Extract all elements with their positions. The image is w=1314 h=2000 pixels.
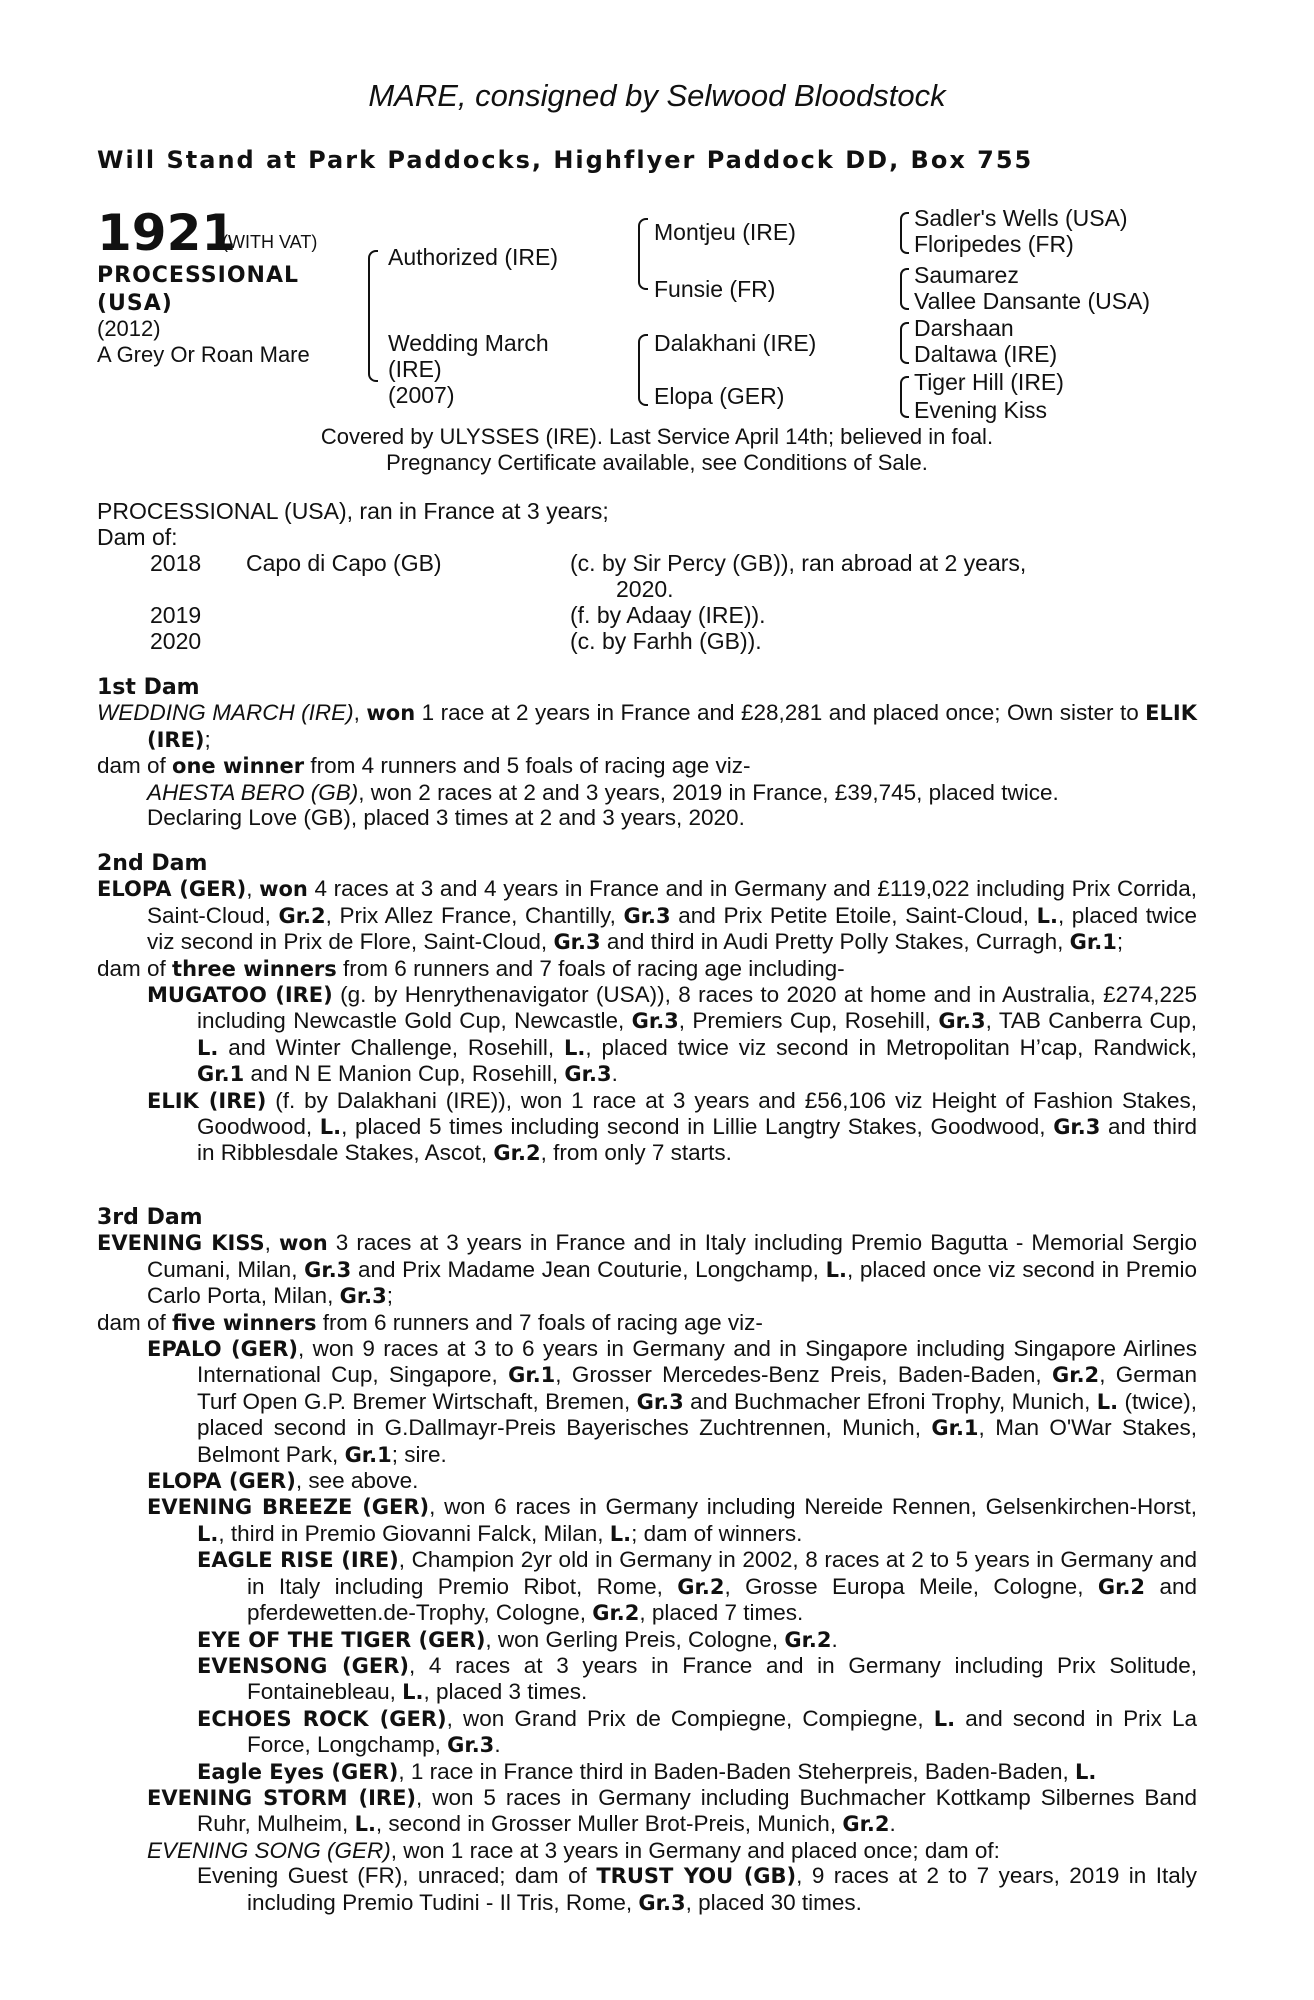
pedigree-brace-4 bbox=[900, 212, 909, 254]
text-run: (g. by Henrythenavigator (USA)), 8 races to 2020 at home and in Australia, £274,225 including Newcastle Gold Cup, Newcastle, bbox=[197, 982, 1197, 1034]
text-run: EVENING BREEZE (GER) bbox=[147, 1495, 430, 1520]
text-run: EVENING SONG (GER) bbox=[147, 1837, 391, 1863]
text-run: Gr.3 bbox=[447, 1733, 495, 1758]
text-run: , TAB Canberra Cup, bbox=[985, 1008, 1197, 1034]
text-run: L. bbox=[1036, 903, 1058, 928]
pedigree-brace-7 bbox=[900, 376, 909, 418]
produce-note: (f. by Adaay (IRE)). bbox=[570, 602, 766, 628]
text-run: and Buchmacher Efroni Trophy, Munich, bbox=[683, 1388, 1097, 1414]
text-run: , placed once viz second in Premio Carlo Porta, Milan, bbox=[147, 1256, 1197, 1309]
third-dam-foal-evening-breeze bbox=[147, 1494, 1197, 1547]
text-run: EVENING STORM (IRE) bbox=[147, 1785, 417, 1810]
third-dam-foal-evening-song bbox=[147, 1838, 1197, 1863]
text-run: dam of bbox=[97, 753, 173, 779]
text-run: , won 2 races at 2 and 3 years, 2019 in France, £39,745, placed twice. bbox=[358, 779, 1059, 805]
text-run: L. bbox=[825, 1257, 847, 1282]
first-dam-record bbox=[97, 700, 1197, 753]
horse-year: (2012) bbox=[97, 316, 161, 341]
horse-description: A Grey Or Roan Mare bbox=[97, 342, 310, 367]
pedigree-dsd: Daltawa (IRE) bbox=[914, 341, 1058, 367]
pedigree-ddd: Evening Kiss bbox=[914, 397, 1047, 423]
text-run: ECHOES ROCK (GER) bbox=[197, 1706, 447, 1731]
text-run: Gr.1 bbox=[1069, 930, 1117, 955]
text-run: and Prix Madame Jean Couturie, Longchamp, bbox=[351, 1256, 826, 1282]
text-run: , Man O'War Stakes, Belmont Park, bbox=[197, 1415, 1198, 1467]
pedigree-brace-1 bbox=[368, 250, 378, 382]
text-run: , placed 7 times. bbox=[639, 1600, 804, 1626]
text-run: Gr.2 bbox=[592, 1601, 640, 1626]
text-run: , see above. bbox=[295, 1468, 419, 1494]
pedigree-brace-5 bbox=[900, 268, 909, 310]
text-run: 3 races at 3 years in France and in Italy including Premio Bagutta - Memorial Sergio Cumani, Milan, bbox=[147, 1230, 1197, 1282]
text-run: Gr.3 bbox=[636, 1389, 684, 1414]
second-dam-foal-mugatoo bbox=[147, 982, 1197, 1088]
third-dam-produce-summary bbox=[97, 1310, 1197, 1336]
covered-note bbox=[0, 424, 1314, 476]
text-run: WEDDING MARCH (IRE) bbox=[97, 700, 354, 726]
text-run: EVENSONG (GER) bbox=[197, 1653, 409, 1678]
text-run: Gr.2 bbox=[1097, 1574, 1146, 1599]
text-run: Gr.3 bbox=[564, 1062, 612, 1087]
text-run: Gr.1 bbox=[931, 1416, 979, 1441]
pedigree-sire-sire: Montjeu (IRE) bbox=[654, 219, 796, 245]
third-dam-foal-epalo bbox=[147, 1336, 1197, 1468]
text-run: dam of bbox=[97, 955, 173, 981]
text-run: , Premiers Cup, Rosehill, bbox=[678, 1008, 939, 1034]
first-dam-foal-2 bbox=[147, 805, 1197, 830]
grandfoal-eagle-eyes bbox=[197, 1759, 1197, 1785]
text-run: TRUST YOU (GB) bbox=[596, 1864, 797, 1889]
text-run: Gr.3 bbox=[1053, 1115, 1101, 1140]
text-run: won bbox=[259, 877, 308, 902]
text-run: Eagle Eyes (GER) bbox=[197, 1759, 399, 1784]
produce-dam-of: Dam of: bbox=[97, 524, 178, 550]
text-run: 4 races at 3 and 4 years in France and in Germany and £119,022 including Prix Corrida, Saint-Cloud, bbox=[147, 876, 1197, 928]
produce-intro bbox=[97, 498, 609, 550]
text-run: EVENING KISS bbox=[97, 1231, 265, 1256]
text-run: L. bbox=[402, 1680, 424, 1705]
text-run: won bbox=[366, 701, 416, 726]
page-title: MARE, consigned by Selwood Bloodstock bbox=[368, 78, 946, 113]
first-dam-foal-1 bbox=[147, 780, 1197, 805]
text-run: ELIK (IRE) bbox=[147, 701, 1197, 752]
produce-year: 2018 bbox=[150, 550, 202, 576]
text-run: from 6 runners and 7 foals of racing age viz- bbox=[316, 1309, 763, 1335]
text-run: from 6 runners and 7 foals of racing age including- bbox=[336, 955, 845, 981]
pedigree-dam-dam: Elopa (GER) bbox=[654, 383, 785, 409]
second-dam-record bbox=[97, 876, 1197, 955]
text-run: , won 5 races in Germany including Buchmacher Kottkamp Silbernes Band Ruhr, Mulheim, bbox=[197, 1784, 1197, 1837]
pedigree-dam-line2: (IRE) bbox=[388, 356, 442, 382]
third-dam-heading: 3rd Dam bbox=[97, 1205, 203, 1230]
text-run: and Prix Petite Etoile, Saint-Cloud, bbox=[670, 902, 1037, 928]
text-run: Gr.1 bbox=[344, 1442, 392, 1467]
text-run: Gr.3 bbox=[304, 1257, 352, 1282]
pedigree-dss: Darshaan bbox=[914, 315, 1014, 341]
text-run: Gr.3 bbox=[631, 1009, 679, 1034]
text-run: , placed 5 times including second in Lillie Langtry Stakes, Goodwood, bbox=[341, 1114, 1054, 1140]
text-run: , from only 7 starts. bbox=[540, 1140, 732, 1166]
text-run: , second in Grosser Muller Brot-Preis, Munich, bbox=[375, 1811, 843, 1837]
text-run: , 1 race in France third in Baden-Baden Steherpreis, Baden-Baden, bbox=[398, 1758, 1076, 1784]
pedigree-dam-sire: Dalakhani (IRE) bbox=[654, 330, 817, 356]
vat-note: (WITH VAT) bbox=[222, 232, 318, 252]
produce-note: (c. by Sir Percy (GB)), ran abroad at 2 years, bbox=[570, 550, 1027, 576]
text-run: five winners bbox=[172, 1310, 317, 1335]
second-dam-heading: 2nd Dam bbox=[97, 851, 208, 876]
text-run: L. bbox=[609, 1521, 632, 1546]
lot-number: 1921 bbox=[97, 204, 237, 262]
pedigree-sire-dam: Funsie (FR) bbox=[654, 276, 776, 302]
pedigree-dds: Tiger Hill (IRE) bbox=[914, 369, 1064, 395]
text-run: , won 1 race at 3 years in Germany and placed once; dam of: bbox=[390, 1837, 1000, 1863]
text-run: , placed twice viz second in Metropolitan H’cap, Randwick, bbox=[585, 1034, 1197, 1060]
text-run: , bbox=[353, 700, 367, 726]
text-run: Gr.2 bbox=[1051, 1363, 1100, 1388]
text-run: and third in Audi Pretty Polly Stakes, Curragh, bbox=[600, 929, 1070, 955]
text-run: ELOPA (GER) bbox=[147, 1469, 296, 1494]
text-run: ; dam of winners. bbox=[631, 1520, 803, 1546]
stand-location: Will Stand at Park Paddocks, Highflyer Paddock DD, Box 755 bbox=[97, 146, 1034, 174]
produce-intro-text: PROCESSIONAL (USA), ran in France at 3 years; bbox=[97, 498, 609, 524]
covered-line-2: Pregnancy Certificate available, see Conditions of Sale. bbox=[386, 450, 928, 475]
text-run: , placed 3 times. bbox=[423, 1679, 588, 1705]
text-run: EPALO (GER) bbox=[147, 1337, 298, 1362]
text-run: , Champion 2yr old in Germany in 2002, 8 races at 2 to 5 years in Germany and in Italy including Premio Ribot, Rome, bbox=[247, 1547, 1198, 1599]
text-run: Gr.2 bbox=[842, 1812, 890, 1837]
text-run: . bbox=[611, 1061, 618, 1087]
text-run: Gr.2 bbox=[677, 1574, 725, 1599]
pedigree-brace-6 bbox=[900, 322, 909, 364]
third-dam-record bbox=[97, 1230, 1197, 1309]
grandfoal-eagle-rise bbox=[197, 1547, 1197, 1626]
text-run: , won Gerling Preis, Cologne, bbox=[485, 1626, 785, 1652]
text-run: L. bbox=[197, 1521, 219, 1546]
text-run: ; sire. bbox=[391, 1441, 447, 1467]
second-dam-produce-summary bbox=[97, 956, 1197, 982]
text-run: L. bbox=[1075, 1759, 1097, 1784]
text-run: won bbox=[278, 1231, 328, 1256]
text-run: (f. by Dalakhani (IRE)), won 1 race at 3 years and £56,106 viz Height of Fashion Stakes, Goodwood, bbox=[197, 1087, 1197, 1140]
text-run: Gr.3 bbox=[938, 1009, 986, 1034]
text-run: 1 race at 2 years in France and £28,281 and placed once; Own sister to bbox=[415, 700, 1146, 726]
second-dam-section bbox=[97, 851, 1197, 1167]
text-run: , bbox=[246, 876, 260, 902]
produce-year: 2020 bbox=[150, 628, 202, 654]
text-run: (twice), placed second in G.Dallmayr-Preis Bayerisches Zuchtrennen, Munich, bbox=[197, 1388, 1197, 1441]
text-run: and N E Manion Cup, Rosehill, bbox=[244, 1061, 565, 1087]
pedigree-ssd: Floripedes (FR) bbox=[914, 231, 1074, 257]
pedigree-sds: Saumarez bbox=[914, 262, 1019, 288]
text-run: , 4 races at 3 years in France and in Germany including Prix Solitude, Fontainebleau, bbox=[247, 1652, 1197, 1705]
produce-year: 2019 bbox=[150, 602, 202, 628]
text-run: , 9 races at 2 to 7 years, 2019 in Italy including Premio Tudini - Il Tris, Rome, bbox=[247, 1863, 1198, 1915]
text-run: , placed twice viz second in Prix de Flore, Saint-Cloud, bbox=[147, 902, 1197, 955]
pedigree-brace-3 bbox=[638, 334, 648, 406]
text-run: Gr.3 bbox=[638, 1890, 686, 1915]
text-run: Gr.2 bbox=[278, 903, 326, 928]
text-run: Evening Guest (FR), unraced; dam of bbox=[197, 1863, 597, 1889]
text-run: , won 9 races at 3 to 6 years in Germany and in Singapore including Singapore Airlines International Cup, Singapore, bbox=[197, 1336, 1197, 1388]
pedigree-sss: Sadler's Wells (USA) bbox=[914, 205, 1128, 231]
text-run: L. bbox=[354, 1812, 376, 1837]
pedigree-dam-line1: Wedding March bbox=[388, 330, 549, 356]
pedigree-brace-2 bbox=[638, 218, 648, 290]
text-run: Gr.3 bbox=[553, 930, 601, 955]
text-run: AHESTA BERO (GB) bbox=[147, 779, 359, 805]
text-run: , German Turf Open G.P. Bremer Wirtschaft, Bremen, bbox=[197, 1362, 1198, 1414]
first-dam-produce-summary bbox=[97, 753, 1197, 779]
text-run: , Grosser Mercedes-Benz Preis, Baden-Baden, bbox=[555, 1362, 1052, 1388]
third-dam-foal-evening-storm bbox=[147, 1785, 1197, 1838]
covered-line-1: Covered by ULYSSES (IRE). Last Service April 14th; believed in foal. bbox=[320, 424, 994, 449]
third-dam-foal-elopa bbox=[147, 1468, 1197, 1494]
third-dam-section bbox=[97, 1205, 1197, 1916]
text-run: , bbox=[264, 1230, 279, 1256]
text-run: and pferdewetten.de-Trophy, Cologne, bbox=[247, 1573, 1197, 1626]
text-run: L. bbox=[933, 1706, 956, 1731]
produce-name: Capo di Capo (GB) bbox=[246, 550, 442, 576]
text-run: , won Grand Prix de Compiegne, Compiegne, bbox=[446, 1705, 934, 1731]
text-run: , won 6 races in Germany including Nereide Rennen, Gelsenkirchen-Horst, bbox=[429, 1494, 1197, 1520]
text-run: , Grosse Europa Meile, Cologne, bbox=[724, 1573, 1098, 1599]
first-dam-section bbox=[97, 675, 1197, 830]
grandfoal-evensong bbox=[197, 1653, 1197, 1706]
text-run: EAGLE RISE (IRE) bbox=[197, 1548, 399, 1573]
text-run: ; bbox=[1116, 929, 1124, 955]
second-dam-foal-elik bbox=[147, 1088, 1197, 1167]
text-run: , placed 30 times. bbox=[685, 1889, 862, 1915]
pedigree-sdd: Vallee Dansante (USA) bbox=[914, 288, 1151, 314]
grandfoal-eye-of-the-tiger bbox=[197, 1627, 1197, 1653]
text-run: ; bbox=[204, 726, 211, 752]
text-run: , Prix Allez France, Chantilly, bbox=[325, 902, 624, 928]
text-run: from 4 runners and 5 foals of racing age viz- bbox=[304, 753, 751, 779]
text-run: EYE OF THE TIGER (GER) bbox=[197, 1627, 486, 1652]
text-run: and third in Ribblesdale Stakes, Ascot, bbox=[197, 1114, 1198, 1166]
text-run: MUGATOO (IRE) bbox=[147, 983, 333, 1008]
text-run: Gr.3 bbox=[623, 903, 671, 928]
text-run: ; bbox=[386, 1283, 394, 1309]
text-run: dam of bbox=[97, 1309, 173, 1335]
grandfoal-evening-guest bbox=[197, 1863, 1197, 1916]
text-run: . bbox=[831, 1626, 838, 1652]
text-run: . bbox=[494, 1732, 501, 1758]
text-run: . bbox=[889, 1811, 896, 1837]
text-run: Declaring Love (GB), placed 3 times at 2 and 3 years, 2020. bbox=[147, 805, 745, 831]
pedigree-sire: Authorized (IRE) bbox=[388, 244, 559, 270]
text-run: L. bbox=[197, 1035, 219, 1060]
text-run: Gr.1 bbox=[197, 1062, 245, 1087]
text-run: L. bbox=[319, 1115, 342, 1140]
produce-note: (c. by Farhh (GB)). bbox=[570, 628, 762, 654]
text-run: Gr.3 bbox=[339, 1284, 387, 1309]
text-run: L. bbox=[564, 1035, 586, 1060]
text-run: , third in Premio Giovanni Falck, Milan, bbox=[218, 1520, 610, 1546]
text-run: L. bbox=[1096, 1389, 1119, 1414]
text-run: Gr.2 bbox=[493, 1141, 541, 1166]
first-dam-heading: 1st Dam bbox=[97, 675, 200, 700]
horse-name: PROCESSIONAL (USA) bbox=[97, 263, 299, 316]
text-run: ELIK (IRE) bbox=[147, 1088, 267, 1113]
text-run: ELOPA (GER) bbox=[97, 877, 247, 902]
text-run: Gr.2 bbox=[784, 1627, 832, 1652]
text-run: three winners bbox=[172, 956, 337, 981]
text-run: Gr.1 bbox=[508, 1363, 556, 1388]
text-run: one winner bbox=[172, 754, 305, 779]
grandfoal-echoes-rock bbox=[197, 1706, 1197, 1759]
pedigree-dam-line3: (2007) bbox=[388, 382, 455, 408]
text-run: and Winter Challenge, Rosehill, bbox=[218, 1034, 565, 1060]
text-run: and second in Prix La Force, Longchamp, bbox=[247, 1705, 1197, 1758]
produce-note-cont: 2020. bbox=[616, 576, 674, 602]
